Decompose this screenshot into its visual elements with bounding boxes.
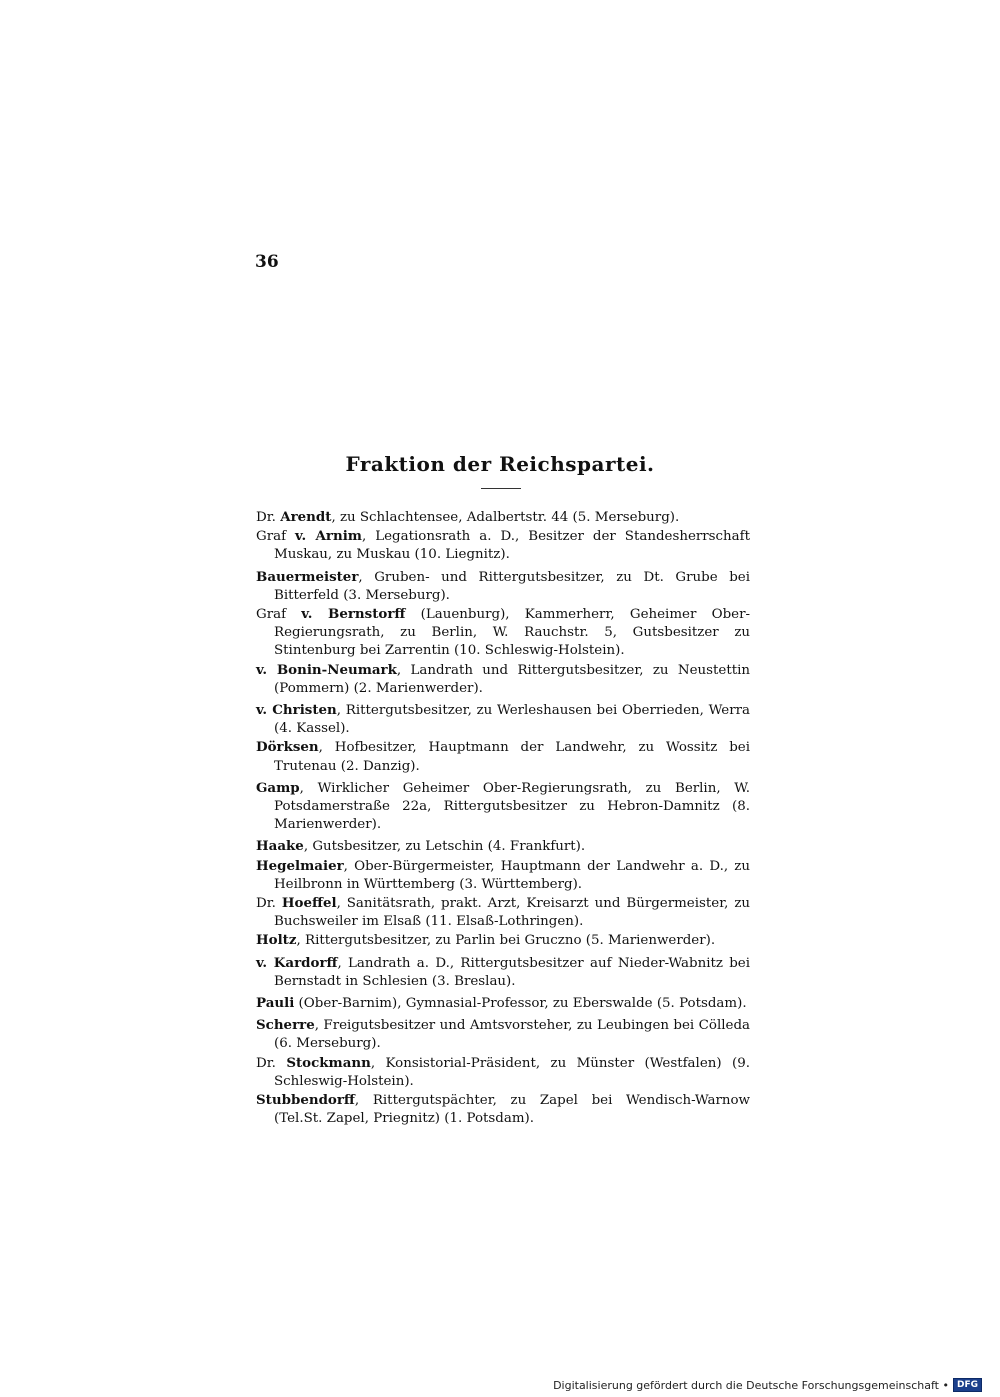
entry-text: , Sanitätsrath, prakt. Arzt, Kreisarzt und Bürgermeister, zu Buchsweiler im Elsaß (11. Elsaß-Lothringen). xyxy=(274,896,750,930)
entry-text: , Freigutsbesitzer und Amtsvorsteher, zu Leubingen bei Cölleda (6. Merseburg). xyxy=(274,1018,750,1052)
footer-credit xyxy=(553,1378,982,1392)
list-item xyxy=(256,994,750,1013)
list-item xyxy=(256,954,750,991)
list-item xyxy=(256,508,750,527)
entry-prefix: Graf xyxy=(256,607,302,623)
entry-text: , Rittergutsbesitzer, zu Parlin bei Gruczno (5. Marienwerder). xyxy=(296,933,716,949)
member-list xyxy=(256,508,750,1129)
entry-name: Hoeffel xyxy=(281,895,337,912)
entry-prefix: Dr. xyxy=(256,510,281,525)
list-item xyxy=(256,1091,750,1128)
entry-text: , Wirklicher Geheimer Ober-Regierungsrath, zu Berlin, W. Potsdamerstraße 22a, Rittergutsbesitzer zu Hebron-Damnitz (8. Marienwerder). xyxy=(274,780,750,833)
entry-name: v. Kardorff xyxy=(256,954,338,971)
entry-name: Dörksen xyxy=(256,739,319,756)
entry-prefix: Dr. xyxy=(256,896,282,912)
entry-name: Hegelmaier xyxy=(256,857,344,874)
entry-text: , Hofbesitzer, Hauptmann der Landwehr, zu Wossitz bei Trutenau (2. Danzig). xyxy=(274,740,750,774)
list-item xyxy=(256,661,750,698)
entry-text: , Ober-Bürgermeister, Hauptmann der Landwehr a. D., zu Heilbronn in Württemberg (3. Württemberg). xyxy=(274,858,750,892)
list-item xyxy=(256,894,750,931)
entry-name: v. Bernstorff xyxy=(301,606,406,623)
entry-name: Holtz xyxy=(256,932,297,949)
entry-text: , Rittergutspächter, zu Zapel bei Wendisch-Warnow (Tel.St. Zapel, Priegnitz) (1. Potsdam). xyxy=(274,1093,750,1127)
entry-text: , Konsistorial-Präsident, zu Münster (Westfalen) (9. Schleswig-Holstein). xyxy=(274,1055,750,1089)
list-item xyxy=(256,857,750,894)
entry-name: v. Bonin-Neumark xyxy=(256,661,397,678)
entry-name: v. Arnim xyxy=(295,528,362,545)
list-item xyxy=(256,527,750,564)
list-item xyxy=(256,568,750,605)
list-item xyxy=(256,701,750,738)
list-item xyxy=(256,931,750,950)
entry-name: v. Christen xyxy=(256,702,337,719)
entry-text: , Rittergutsbesitzer, zu Werleshausen bei Oberrieden, Werra (4. Kassel). xyxy=(274,703,750,737)
dfg-logo: DFG xyxy=(953,1378,982,1392)
list-item xyxy=(256,1054,750,1091)
entry-name: Arendt xyxy=(280,509,332,525)
entry-text: , Landrath a. D., Rittergutsbesitzer auf Nieder-Wabnitz bei Bernstadt in Schlesien (3. Breslau). xyxy=(274,955,750,989)
list-item xyxy=(256,738,750,775)
entry-text: , zu Schlachtensee, Adalbertstr. 44 (5. Merseburg). xyxy=(331,510,680,525)
entry-text: (Ober-Barnim), Gymnasial-Professor, zu Eberswalde (5. Potsdam). xyxy=(294,996,747,1012)
list-item xyxy=(256,1016,750,1053)
list-item xyxy=(256,605,750,661)
entry-name: Stockmann xyxy=(286,1054,371,1071)
entry-text: , Legationsrath a. D., Besitzer der Standesherrschaft Muskau, zu Muskau (10. Liegnitz). xyxy=(274,529,750,563)
entry-name: Pauli xyxy=(256,995,295,1012)
entry-prefix: Graf xyxy=(256,529,296,545)
entry-name: Haake xyxy=(256,838,304,855)
entry-name: Stubbendorff xyxy=(256,1092,355,1109)
entry-name: Gamp xyxy=(256,779,300,796)
footer-text: Digitalisierung gefördert durch die Deutsche Forschungsgemeinschaft • xyxy=(553,1378,949,1392)
page-number: 36 xyxy=(255,252,279,272)
entry-prefix: Dr. xyxy=(256,1055,287,1071)
entry-text: (Lauenburg), Kammerherr, Geheimer Ober-Regierungsrath, zu Berlin, W. Rauchstr. 5, Gutsbesitzer zu Stintenburg bei Zarrentin (10. Schleswig-Holstein). xyxy=(274,607,751,659)
list-item xyxy=(256,779,750,835)
entry-text: , Landrath und Rittergutsbesitzer, zu Neustettin (Pommern) (2. Marienwerder). xyxy=(274,662,751,696)
entry-text: , Gruben- und Rittergutsbesitzer, zu Dt. Grube bei Bitterfeld (3. Merseburg). xyxy=(274,569,750,603)
title-divider xyxy=(481,488,521,489)
section-title: Fraktion der Reichspartei. xyxy=(345,452,655,476)
entry-name: Bauermeister xyxy=(256,568,359,585)
entry-text: , Gutsbesitzer, zu Letschin (4. Frankfurt). xyxy=(303,839,586,855)
entry-name: Scherre xyxy=(256,1017,315,1034)
list-item xyxy=(256,837,750,856)
